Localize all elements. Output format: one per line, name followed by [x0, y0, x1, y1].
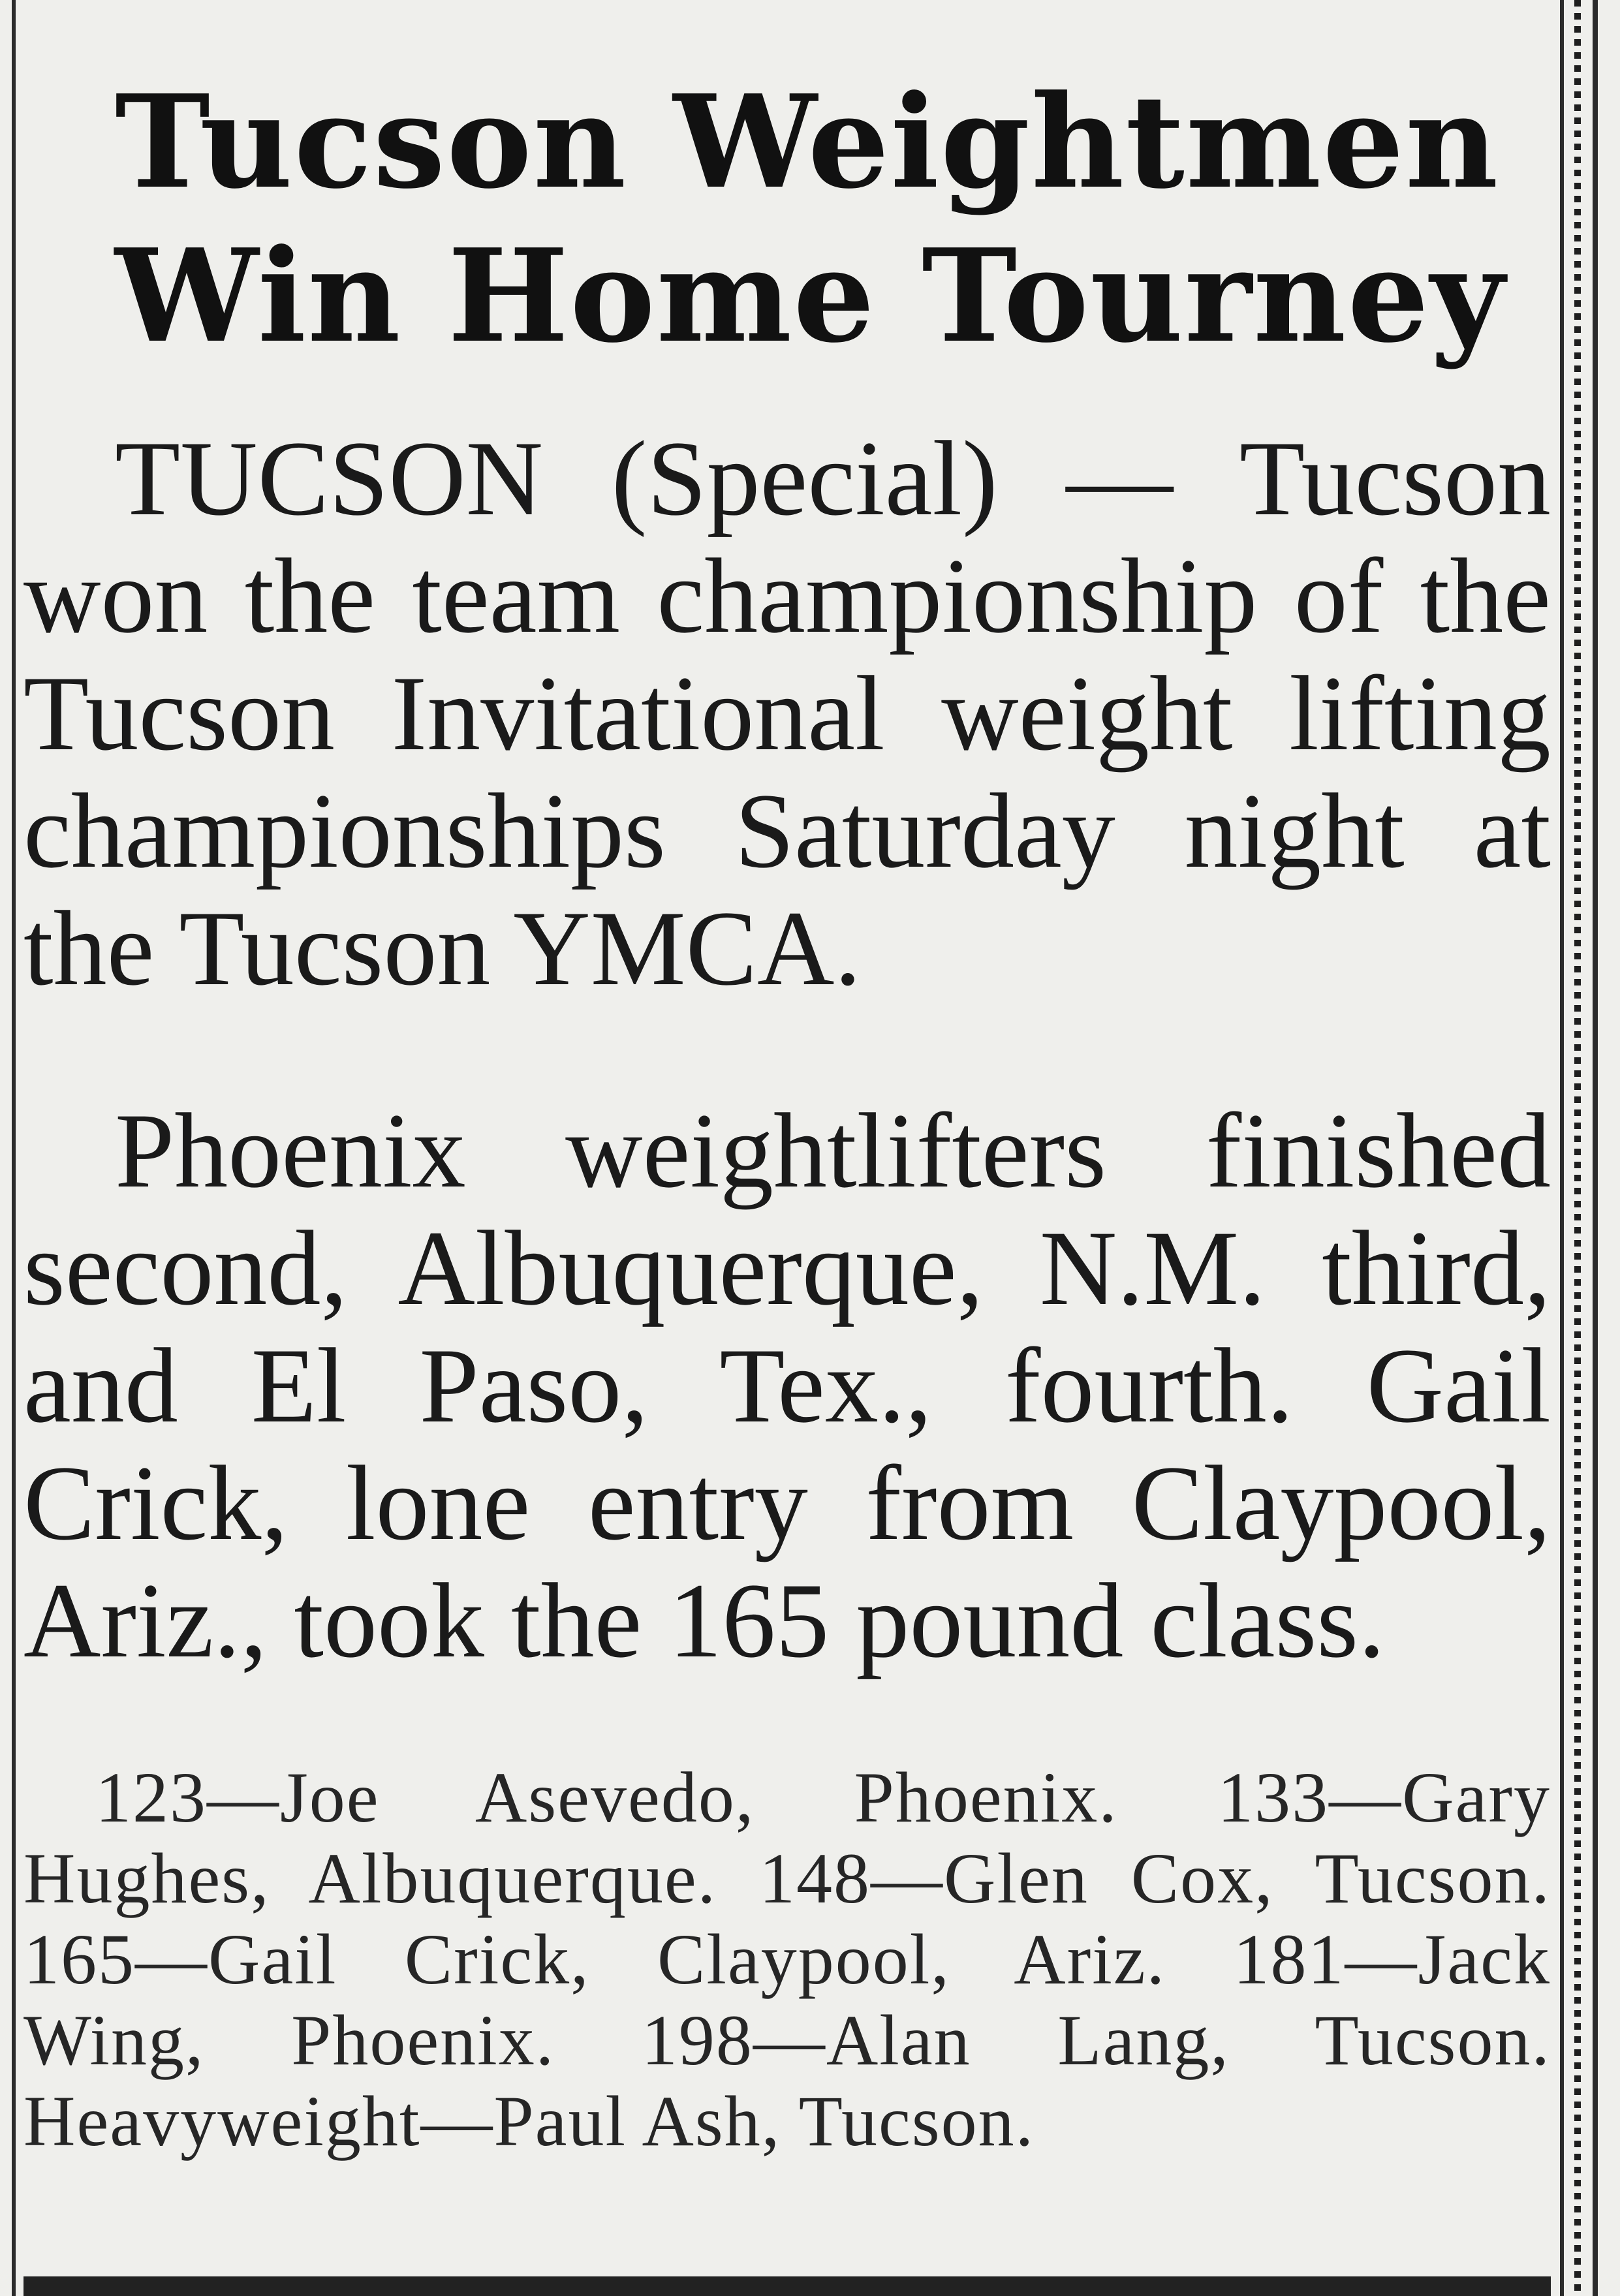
results-listing: 123—Joe Asevedo, Phoenix. 133—Gary Hughes, Albuquerque. 148—Glen Cox, Tucson. 165—Gail Crick, Claypool, Ariz. 181—Jack Wing, Phoenix. 198—Alan Lang, Tucson. Heavyweight—Paul Ash, Tucson.	[23, 1758, 1551, 2161]
next-headline-fragment	[23, 2271, 1551, 2296]
right-column-rule	[1560, 0, 1564, 2296]
body-paragraph-2: Phoenix weightlifters finished second, Albuquerque, N.M. third, and El Paso, Tex., fourth. Gail Crick, lone entry from Claypool, Ariz., took the 165 pound class.	[23, 1092, 1551, 1680]
article	[23, 0, 1551, 2162]
headline	[23, 0, 1551, 373]
headline-line-1: Tucson Weightmen	[115, 67, 1500, 217]
body-paragraph-1: TUCSON (Special) — Tucson won the team championship of the Tucson Invitational weight lifting championships Saturday night at the Tucson YMCA.	[23, 420, 1551, 1008]
right-dotted-rule	[1574, 0, 1581, 2296]
far-right-rule	[1593, 0, 1598, 2296]
headline-line-2: Win Home Tourney	[115, 221, 1506, 371]
left-column-rule	[12, 0, 16, 2296]
